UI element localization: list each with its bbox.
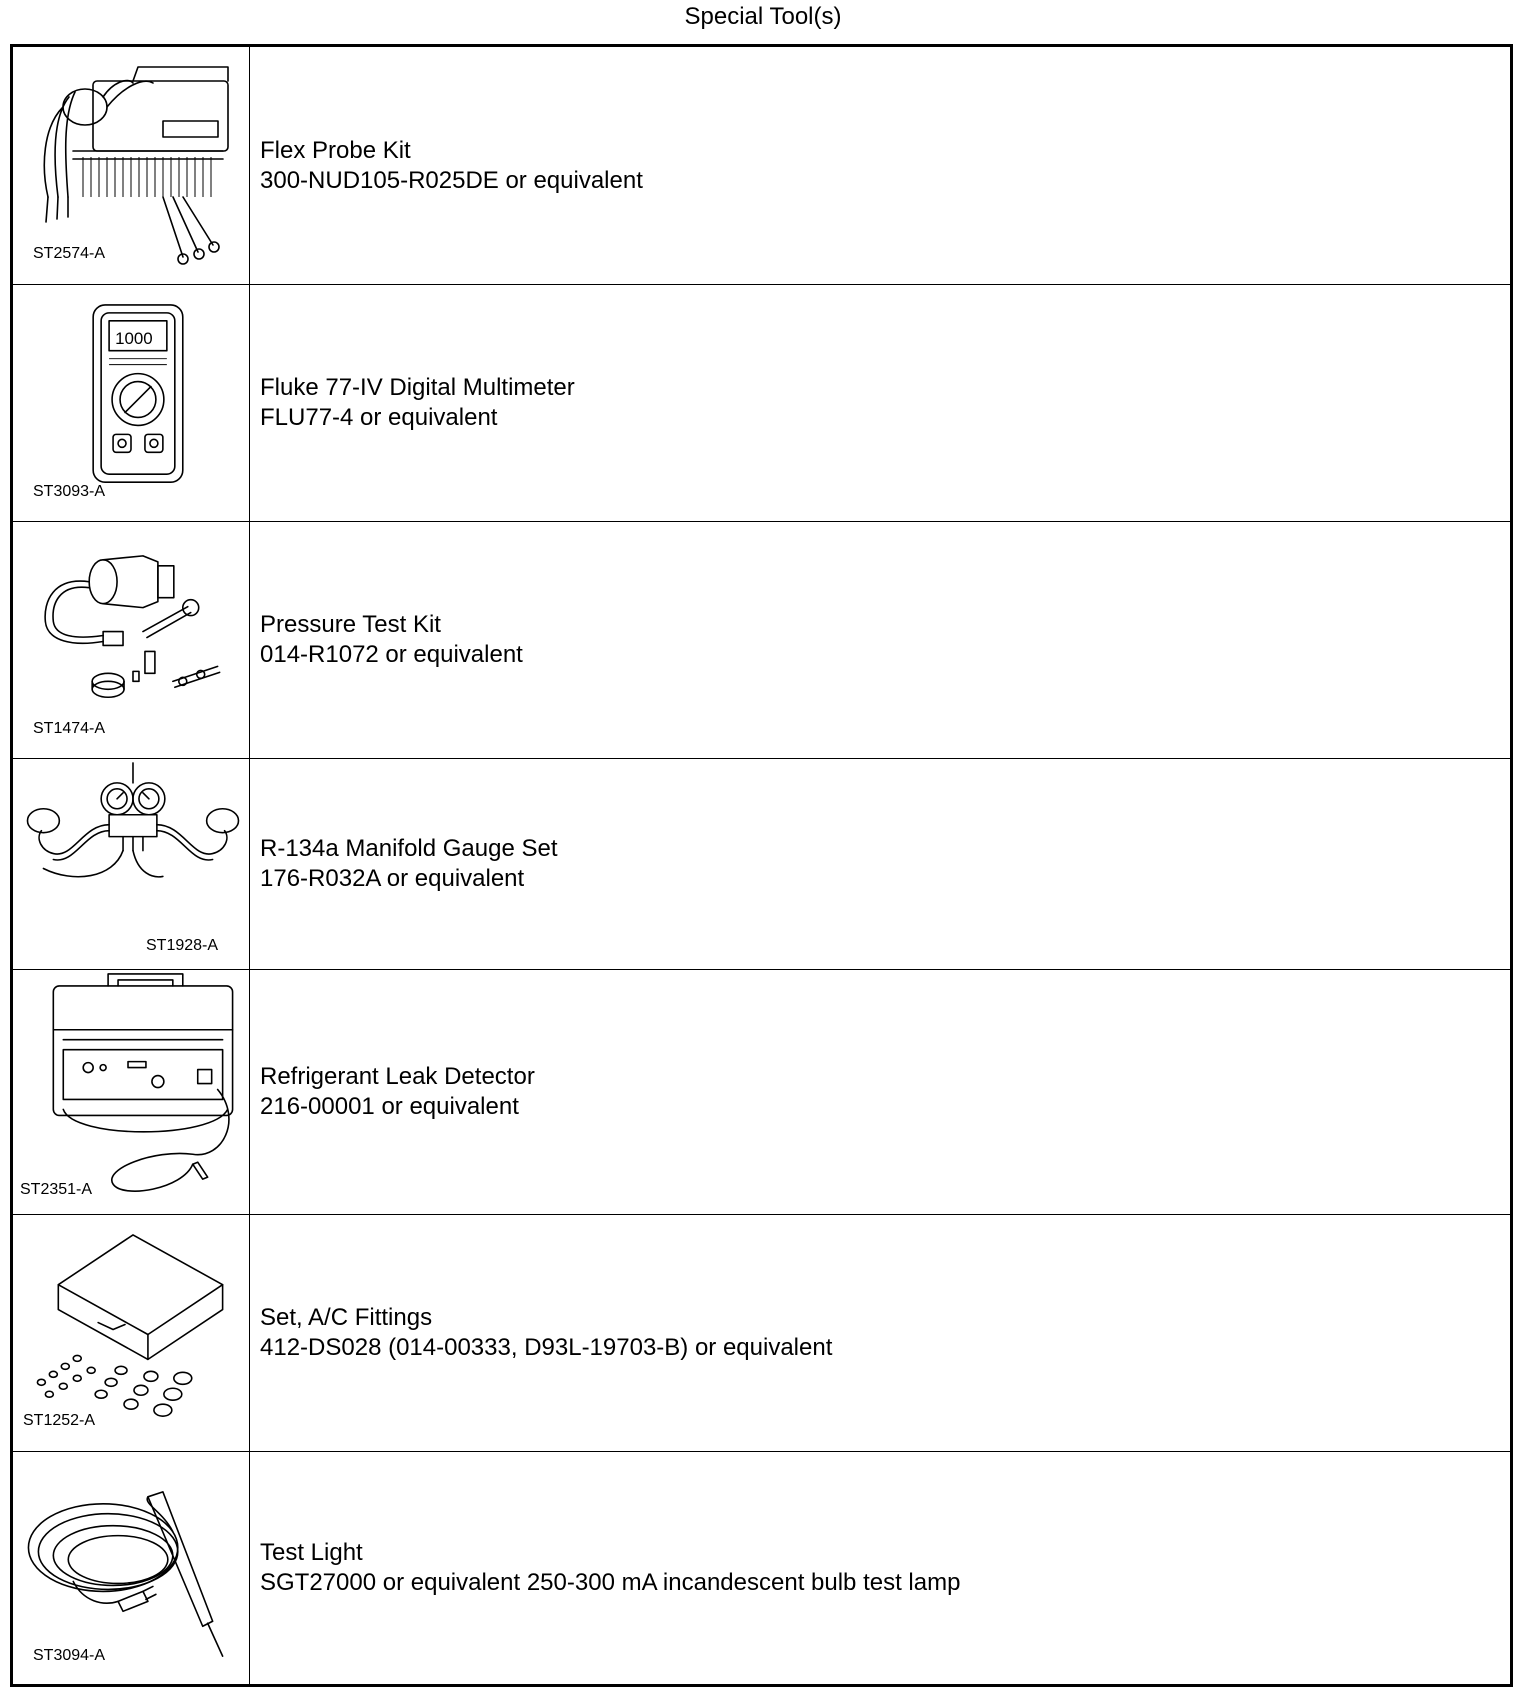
tool-illustration-cell bbox=[13, 1452, 250, 1684]
table-row bbox=[13, 758, 1510, 969]
tool-name: Pressure Test Kit bbox=[260, 611, 441, 638]
tool-part-number: FLU77-4 or equivalent bbox=[260, 404, 498, 431]
tool-description bbox=[260, 522, 1500, 758]
tool-illustration-cell bbox=[13, 1215, 250, 1451]
leak-detector-icon bbox=[13, 970, 250, 1214]
table-row bbox=[13, 284, 1510, 521]
tool-part-number: 216-00001 or equivalent bbox=[260, 1093, 519, 1120]
tool-code: ST2574-A bbox=[33, 245, 106, 262]
tool-description bbox=[260, 1215, 1500, 1451]
tool-illustration-cell bbox=[13, 285, 250, 521]
page-title: Special Tool(s) bbox=[684, 3, 842, 30]
tool-part-number: 300-NUD105-R025DE or equivalent bbox=[260, 166, 643, 194]
tool-description bbox=[260, 285, 1500, 521]
tool-name: Refrigerant Leak Detector bbox=[260, 1063, 535, 1090]
multimeter-display-text: 1000 bbox=[115, 328, 153, 348]
tool-name: Fluke 77-IV Digital Multimeter bbox=[260, 374, 575, 401]
tool-code: ST1474-A bbox=[33, 720, 106, 737]
tool-description bbox=[260, 759, 1500, 969]
table-row bbox=[13, 969, 1510, 1214]
tool-illustration-cell bbox=[13, 970, 250, 1214]
tool-name: Flex Probe Kit bbox=[260, 136, 411, 164]
tool-name: R-134a Manifold Gauge Set bbox=[260, 835, 558, 862]
tool-illustration-cell bbox=[13, 47, 250, 284]
tool-code: ST3094-A bbox=[33, 1647, 106, 1664]
tool-illustration-cell bbox=[13, 522, 250, 758]
tool-code: ST1252-A bbox=[23, 1412, 96, 1429]
tool-description bbox=[260, 970, 1500, 1214]
tool-code: ST2351-A bbox=[20, 1181, 93, 1198]
tool-name: Set, A/C Fittings bbox=[260, 1304, 433, 1331]
table-row bbox=[13, 47, 1510, 284]
tool-description bbox=[260, 1452, 1500, 1684]
table-row bbox=[13, 521, 1510, 758]
tool-code: ST1928-A bbox=[146, 937, 219, 954]
tool-code: ST3093-A bbox=[33, 483, 106, 500]
tool-part-number: SGT27000 or equivalent 250-300 mA incandescent bulb test lamp bbox=[260, 1569, 961, 1596]
table-row bbox=[13, 1214, 1510, 1451]
tool-description bbox=[260, 47, 1500, 284]
table-row bbox=[13, 1451, 1510, 1684]
tool-part-number: 014-R1072 or equivalent bbox=[260, 641, 523, 668]
tool-illustration-cell bbox=[13, 759, 250, 969]
tool-name: Test Light bbox=[260, 1539, 363, 1566]
special-tools-table bbox=[10, 44, 1513, 1687]
tool-part-number: 412-DS028 (014-00333, D93L-19703-B) or equivalent bbox=[260, 1334, 833, 1361]
tool-part-number: 176-R032A or equivalent bbox=[260, 865, 525, 892]
